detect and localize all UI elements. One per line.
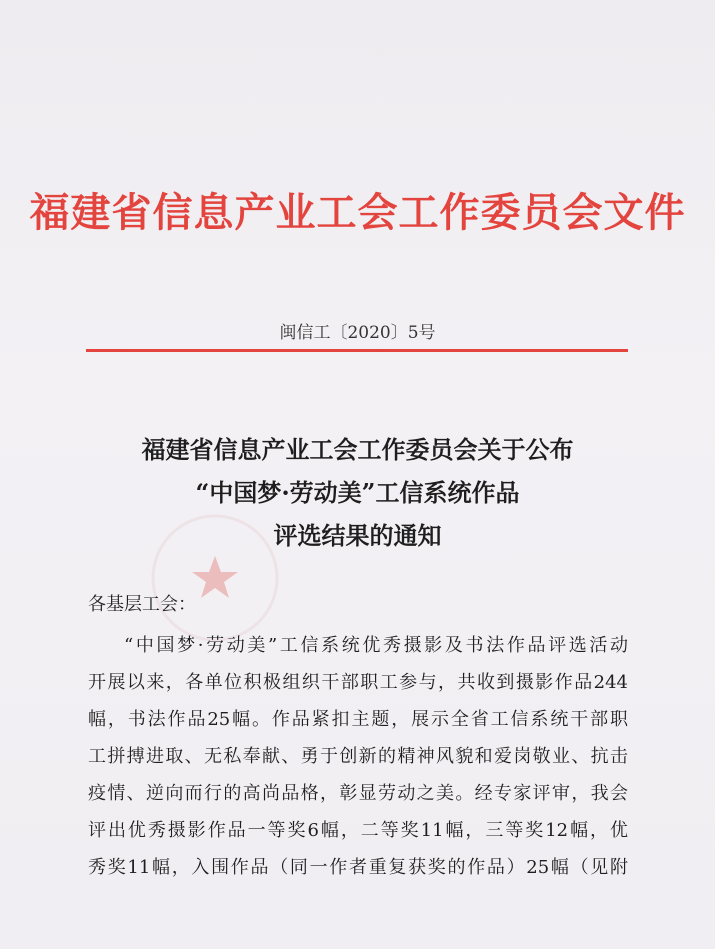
notice-title-line: “中国梦·劳动美”工信系统作品 [195,478,520,507]
body-line: 工拼搏进取、无私奉献、勇于创新的精神风貌和爱岗敬业、抗击 [88,746,628,767]
body-line: 开展以来，各单位积极组织干部职工参与，共收到摄影作品244 [88,672,628,693]
body-paragraph [88,627,628,886]
body-line: 疫情、逆向而行的高尚品格，彰显劳动之美。经专家评审，我会 [88,783,628,804]
notice-title-line: 福建省信息产业工会工作委员会关于公布 [141,435,574,464]
notice-title [0,428,715,557]
body-line: 幅，书法作品25幅。作品紧扣主题，展示全省工信系统干部职 [88,709,628,730]
salutation: 各基层工会： [88,594,196,615]
body-line: “中国梦·劳动美”工信系统优秀摄影及书法作品评选活动 [124,635,628,656]
document-header-title: 福建省信息产业工会工作委员会文件 [29,189,686,236]
document-number: 闽信工〔2020〕5号 [279,323,436,343]
notice-title-line: 评选结果的通知 [273,521,442,550]
seal-star-icon [192,556,238,598]
red-divider-line [86,349,628,352]
body-line: 评出优秀摄影作品一等奖6幅，二等奖11幅，三等奖12幅，优 [88,820,628,841]
body-line: 秀奖11幅，入围作品（同一作者重复获奖的作品）25幅（见附 [88,857,628,878]
